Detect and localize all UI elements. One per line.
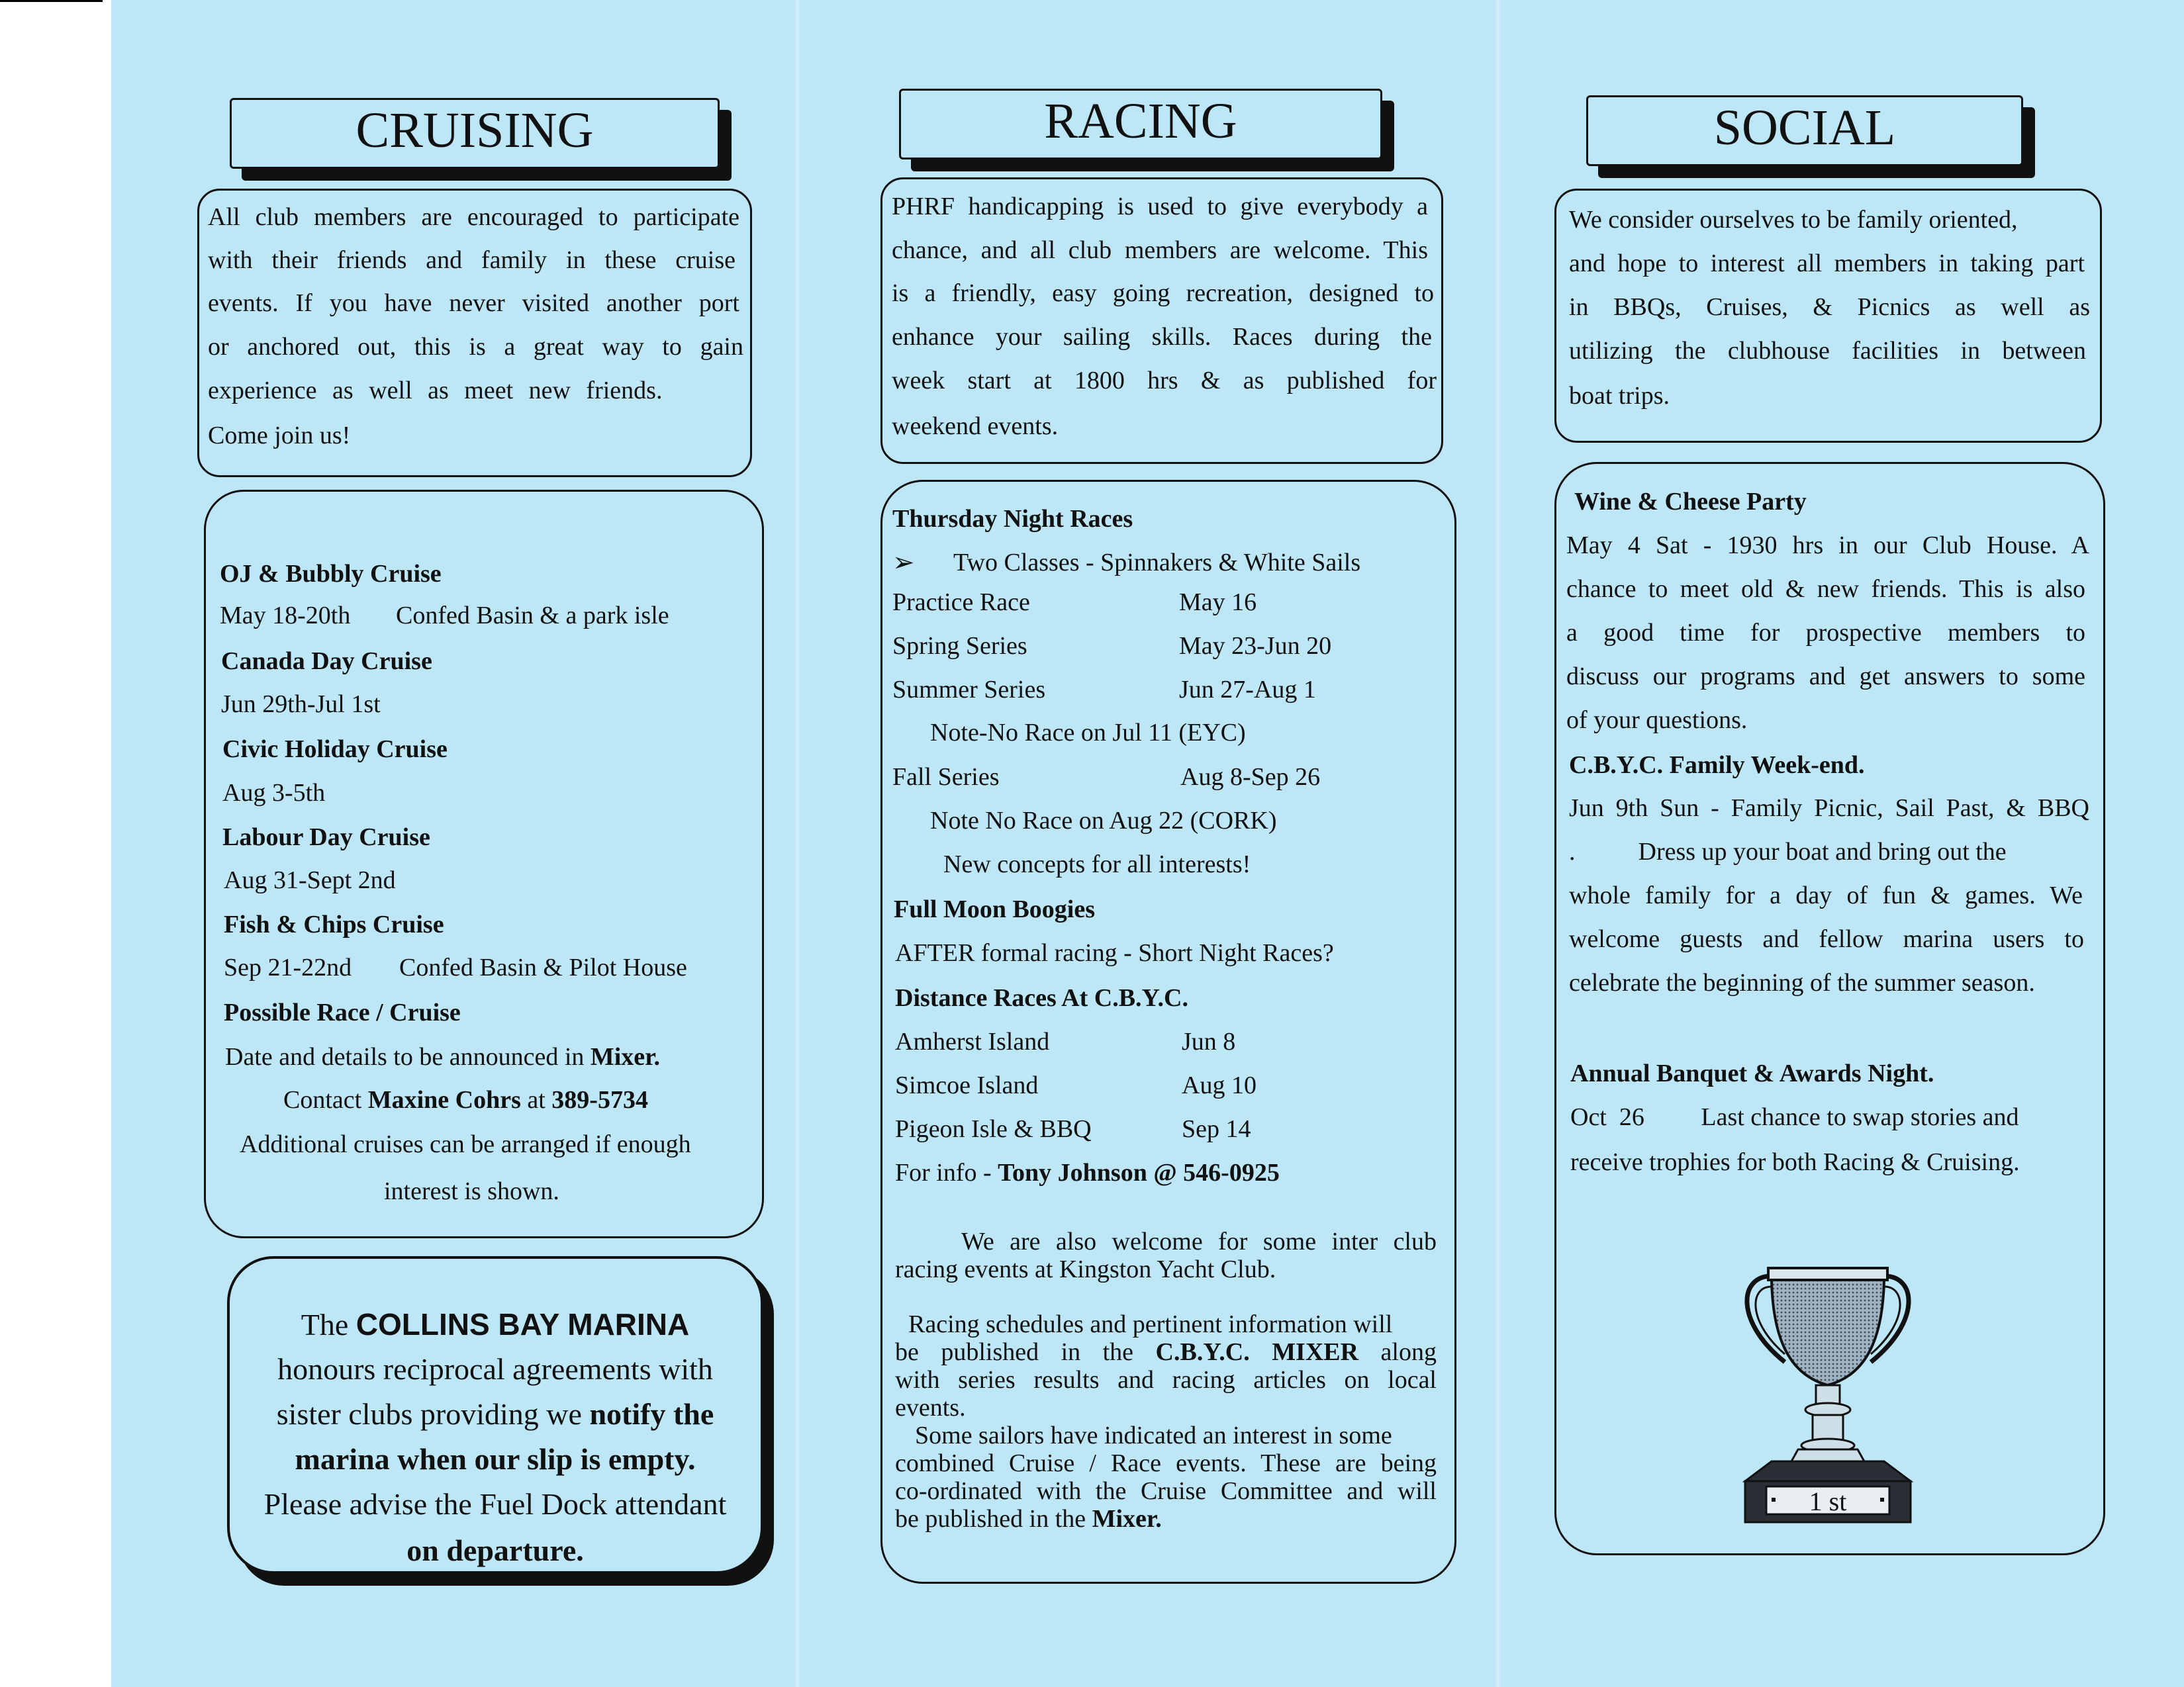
racing-info: For info - Tony Johnson @ 546-0925 [895,1159,1280,1187]
social-event-line: a good time for prospective members to [1566,619,2085,647]
distance-race-name: Simcoe Island [895,1071,1039,1099]
race-series-date: May 23-Jun 20 [1179,632,1332,660]
cruise-date: May 18-20th [220,602,351,629]
social-event-line: whole family for a day of fun & games. We [1569,882,2083,909]
social-event-line: receive trophies for both Racing & Cruising. [1570,1148,2020,1176]
cruising-intro-line: or anchored out, this is a great way to gain [208,333,743,361]
cruise-contact: Contact Maxine Cohrs at 389-5734 [283,1086,648,1114]
cruising-intro-line: Come join us! [208,422,351,449]
racing-title: RACING [899,89,1382,160]
cruise-date: Sep 21-22nd [224,954,352,981]
race-note: New concepts for all interests! [943,850,1251,878]
racing-classes: Two Classes - Spinnakers & White Sails [953,549,1361,576]
race-series-date: Jun 27-Aug 1 [1179,676,1316,704]
social-event-line: . Dress up your boat and bring out the [1569,838,2007,866]
racing-intro-line: chance, and all club members are welcome. This [892,236,1428,264]
marina-notice [227,1256,763,1574]
race-note: Note No Race on Aug 22 (CORK) [930,807,1277,835]
race-series-date: Aug 8-Sep 26 [1180,763,1321,791]
distance-race-date: Sep 14 [1182,1115,1251,1143]
distance-race-name: Pigeon Isle & BBQ [895,1115,1092,1143]
racing-intro-line: is a friendly, easy going recreation, designed to [892,279,1434,307]
distance-race-date: Jun 8 [1182,1028,1236,1056]
social-intro-line: utilizing the clubhouse facilities in between [1569,337,2086,365]
cruise-date: Aug 3-5th [222,779,326,807]
social-intro-line: We consider ourselves to be family oriented, [1569,206,2018,234]
social-event-line: May 4 Sat - 1930 hrs in our Club House. A [1566,531,2089,559]
cruise-name: Canada Day Cruise [221,647,432,675]
social-event-line: Oct 26 Last chance to swap stories and [1570,1103,2019,1131]
race-series-name: Summer Series [892,676,1046,704]
social-event-title: C.B.Y.C. Family Week-end. [1569,751,1865,779]
cruise-name: Civic Holiday Cruise [222,735,448,763]
marina-line: Please advise the Fuel Dock attendant [263,1487,727,1521]
fold-line-right [1495,0,1501,1687]
marina-line: on departure. [406,1533,584,1567]
fold-line-left [794,0,801,1687]
social-event-title: Wine & Cheese Party [1574,488,1807,516]
racing-intro-line: week start at 1800 hrs & as published for [892,367,1437,394]
social-event-line: celebrate the beginning of the summer season. [1569,969,2035,997]
racing-intro-line: weekend events. [892,412,1059,440]
racing-intro-line: PHRF handicapping is used to give everybody a [892,193,1428,220]
cruise-announce: Date and details to be announced in Mixer. [225,1043,661,1071]
cruising-intro-line: events. If you have never visited another port [208,289,739,317]
racing-section-title: Full Moon Boogies [894,895,1096,923]
marina-line: sister clubs providing we notify the [276,1397,714,1431]
social-event-title: Annual Banquet & Awards Night. [1570,1060,1934,1087]
racing-section-title: Distance Races At C.B.Y.C. [895,984,1188,1012]
cruise-additional: interest is shown. [384,1177,559,1205]
fullmoon-text: AFTER formal racing - Short Night Races? [895,939,1334,967]
marina-line: The COLLINS BAY MARINA [301,1307,690,1342]
social-event-line: discuss our programs and get answers to some [1566,662,2085,690]
cruise-place: Confed Basin & Pilot House [399,954,687,981]
cruise-name: Fish & Chips Cruise [224,911,444,938]
distance-race-name: Amherst Island [895,1028,1050,1056]
social-event-line: welcome guests and fellow marina users to [1569,925,2084,953]
social-event-line: chance to meet old & new friends. This is also [1566,575,2085,603]
cruise-date: Jun 29th-Jul 1st [221,690,381,718]
social-intro-line: boat trips. [1569,382,1670,410]
social-event-line: of your questions. [1566,706,1748,734]
racing-paragraph: We are also welcome for some inter club racing events at Kingston Yacht Club. [895,1228,1437,1283]
social-title: SOCIAL [1586,95,2023,166]
cruise-name: Possible Race / Cruise [224,999,461,1026]
race-series-name: Fall Series [892,763,1000,791]
race-note: Note-No Race on Jul 11 (EYC) [930,719,1246,747]
cruising-intro-line: All club members are encouraged to participate [208,203,739,231]
cruise-name: OJ & Bubbly Cruise [220,560,442,588]
trophy-icon [1732,1263,1924,1534]
cruise-place: Confed Basin & a park isle [396,602,669,629]
social-event-line: Jun 9th Sun - Family Picnic, Sail Past, & BBQ [1569,794,2089,822]
racing-paragraph: Racing schedules and pertinent information will be published in the C.B.Y.C. MIXER along with series results and racing articles on local events. Some sailors have indicated an interest in some combined Cruise / Race events. These are being co-ordinated with the Cruise Committee and will be published in the Mixer. [895,1310,1437,1533]
racing-section-title: Thursday Night Races [892,505,1133,533]
scan-edge-line [0,0,103,2]
marina-line: marina when our slip is empty. [295,1442,696,1476]
race-series-date: May 16 [1179,588,1257,616]
cruise-date: Aug 31-Sept 2nd [224,866,396,894]
cruising-intro-line: experience as well as meet new friends. [208,377,663,404]
cruising-title: CRUISING [230,98,720,169]
cruising-intro-line: with their friends and family in these cruise [208,246,736,274]
cruise-additional: Additional cruises can be arranged if enough [240,1130,691,1158]
social-intro-line: and hope to interest all members in taking part [1569,250,2085,277]
marina-line: honours reciprocal agreements with [277,1352,713,1386]
race-series-name: Spring Series [892,632,1027,660]
trophy-label: 1 st [1809,1486,1847,1516]
cruise-name: Labour Day Cruise [222,823,430,851]
racing-arrow-icon: ➢ [892,547,915,577]
distance-race-date: Aug 10 [1182,1071,1257,1099]
social-intro-line: in BBQs, Cruises, & Picnics as well as [1569,293,2090,321]
racing-intro-line: enhance your sailing skills. Races during the [892,323,1432,351]
race-series-name: Practice Race [892,588,1030,616]
